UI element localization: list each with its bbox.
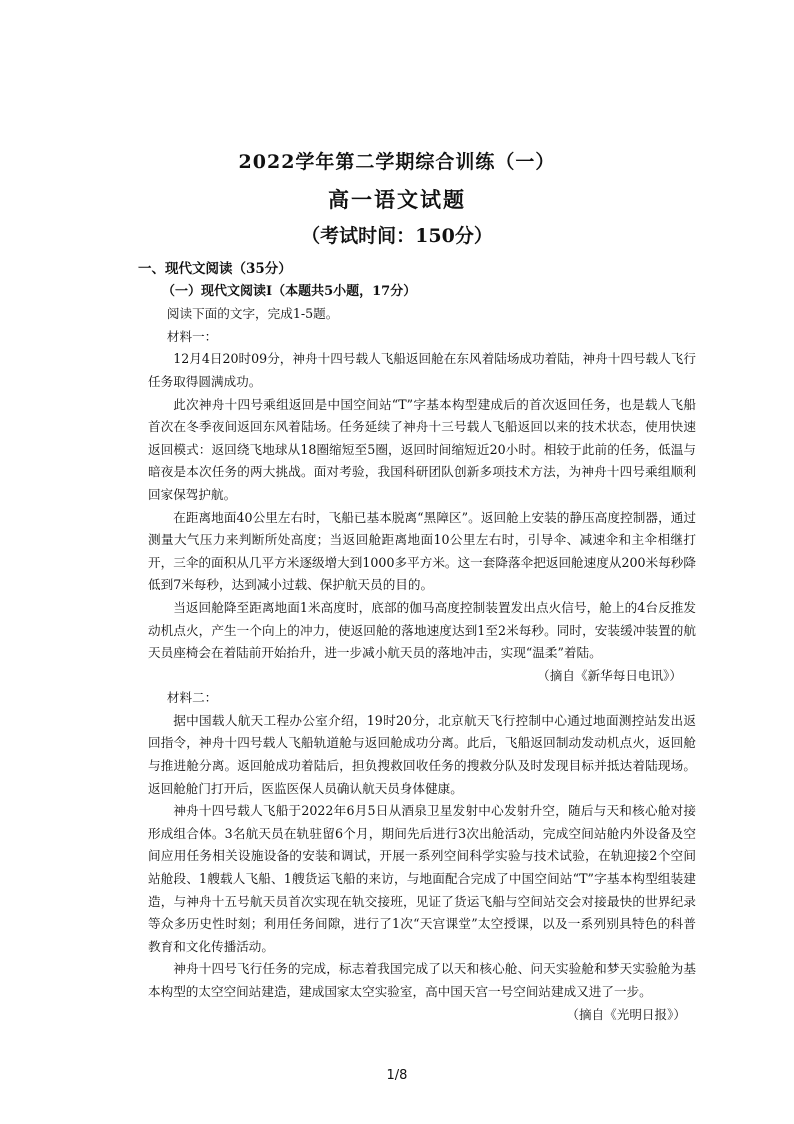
material2-paragraph <box>148 958 696 1022</box>
subject-title: 高一语文试题 <box>328 187 466 212</box>
material1-source: （摘自《新华每日电讯》） <box>537 667 682 683</box>
material1-label: 材料一： <box>166 328 218 344</box>
exam-time: （考试时间：150分） <box>301 225 493 247</box>
section-heading: 一、现代文阅读（35分） <box>138 261 292 277</box>
material2-paragraph-text: 神舟十四号飞行任务的完成，标志着我国完成了以天和核心舱、问天实验舱和梦天实验舱为基本构型的太空空间站建造，建成国家太空实验室，高中国天宫一号空间站建成又进了一步。 <box>148 961 696 999</box>
material2-label: 材料二： <box>166 690 218 706</box>
material1-paragraph: 当返回舱降至距离地面1米高度时，底部的伽马高度控制装置发出点火信号，舱上的4台反推发动机点火，产生一个向上的冲力，使返回舱的落地速度达到1至2米每秒。同时，安装缓冲装置的航天员座椅会在着陆前开始抬升，进一步减小航天员的落地冲击，实现“温柔”着陆。 <box>148 599 696 661</box>
sub-section-heading: （一）现代文阅读Ⅰ（本题共5小题，17分） <box>162 283 417 299</box>
material2-paragraph: 神舟十四号载人飞船于2022年6月5日从酒泉卫星发射中心发射升空，随后与天和核心舱对接形成组合体。3名航天员在轨驻留6个月，期间先后进行3次出舱活动，完成空间站舱内外设备及空间应用任务相关设施设备的安装和调试，开展一系列空间科学实验与技术试验，在轨迎接2个空间站舱段、1艘载人飞船、1艘货运飞船的来访，与地面配合完成了中国空间站“T”字基本构型组装建造，与神舟十五号航天员首次实现在轨交接班，见证了货运飞船与空间站交会对接最快的世界纪录等众多历史性时刻；利用任务间隙，进行了1次“天宫课堂”太空授课，以及一系列别具特色的科普教育和文化传播活动。 <box>148 803 696 954</box>
material1-paragraph: 在距离地面40公里左右时，飞船已基本脱离“黑障区”。返回舱上安装的静压高度控制器，通过测量大气压力来判断所处高度；当返回舱距离地面10公里左右时，引导伞、减速伞和主伞相继打开，三伞的面积从几平方米逐级增大到1000多平方米。这一套降落伞把返回舱速度从200米每秒降低到7米每秒，达到减小过载、保护航天员的目的。 <box>148 509 696 593</box>
exam-body <box>138 258 696 1026</box>
material1-paragraph: 此次神舟十四号乘组返回是中国空间站“T”字基本构型建成后的首次返回任务，也是载人飞船首次在冬季夜间返回东风着陆场。任务延续了神舟十三号载人飞船返回以来的技术状态，使用快速返回模式：返回绕飞地球从18圈缩短至5圈，返回时间缩短近20小时。相较于此前的任务，低温与暗夜是本次任务的两大挑战。面对考验，我国科研团队创新多项技术方法，为神舟十四号乘组顺利回家保驾护航。 <box>148 396 696 502</box>
page-number: 1/8 <box>386 1068 408 1083</box>
material2-paragraph: 据中国载人航天工程办公室介绍，19时20分，北京航天飞行控制中心通过地面测控站发出返回指令，神舟十四号载人飞船轨道舱与返回舱成功分离。此后，飞船返回制动发动机点火，返回舱与推进舱分离。返回舱成功着陆后，担负搜救回收任务的搜救分队及时发现目标并抵达着陆现场。返回舱舱门打开后，医监医保人员确认航天员身体健康。 <box>148 712 696 796</box>
instruction: 阅读下面的文字，完成1-5题。 <box>166 306 339 322</box>
exam-title: 2022学年第二学期综合训练（一） <box>238 151 556 173</box>
material2-source: （摘自《光明日报》） <box>566 1006 686 1022</box>
material1-paragraph: 12月4日20时09分，神舟十四号载人飞船返回舱在东风着陆场成功着陆，神舟十四号载人飞行任务取得圆满成功。 <box>148 351 696 389</box>
